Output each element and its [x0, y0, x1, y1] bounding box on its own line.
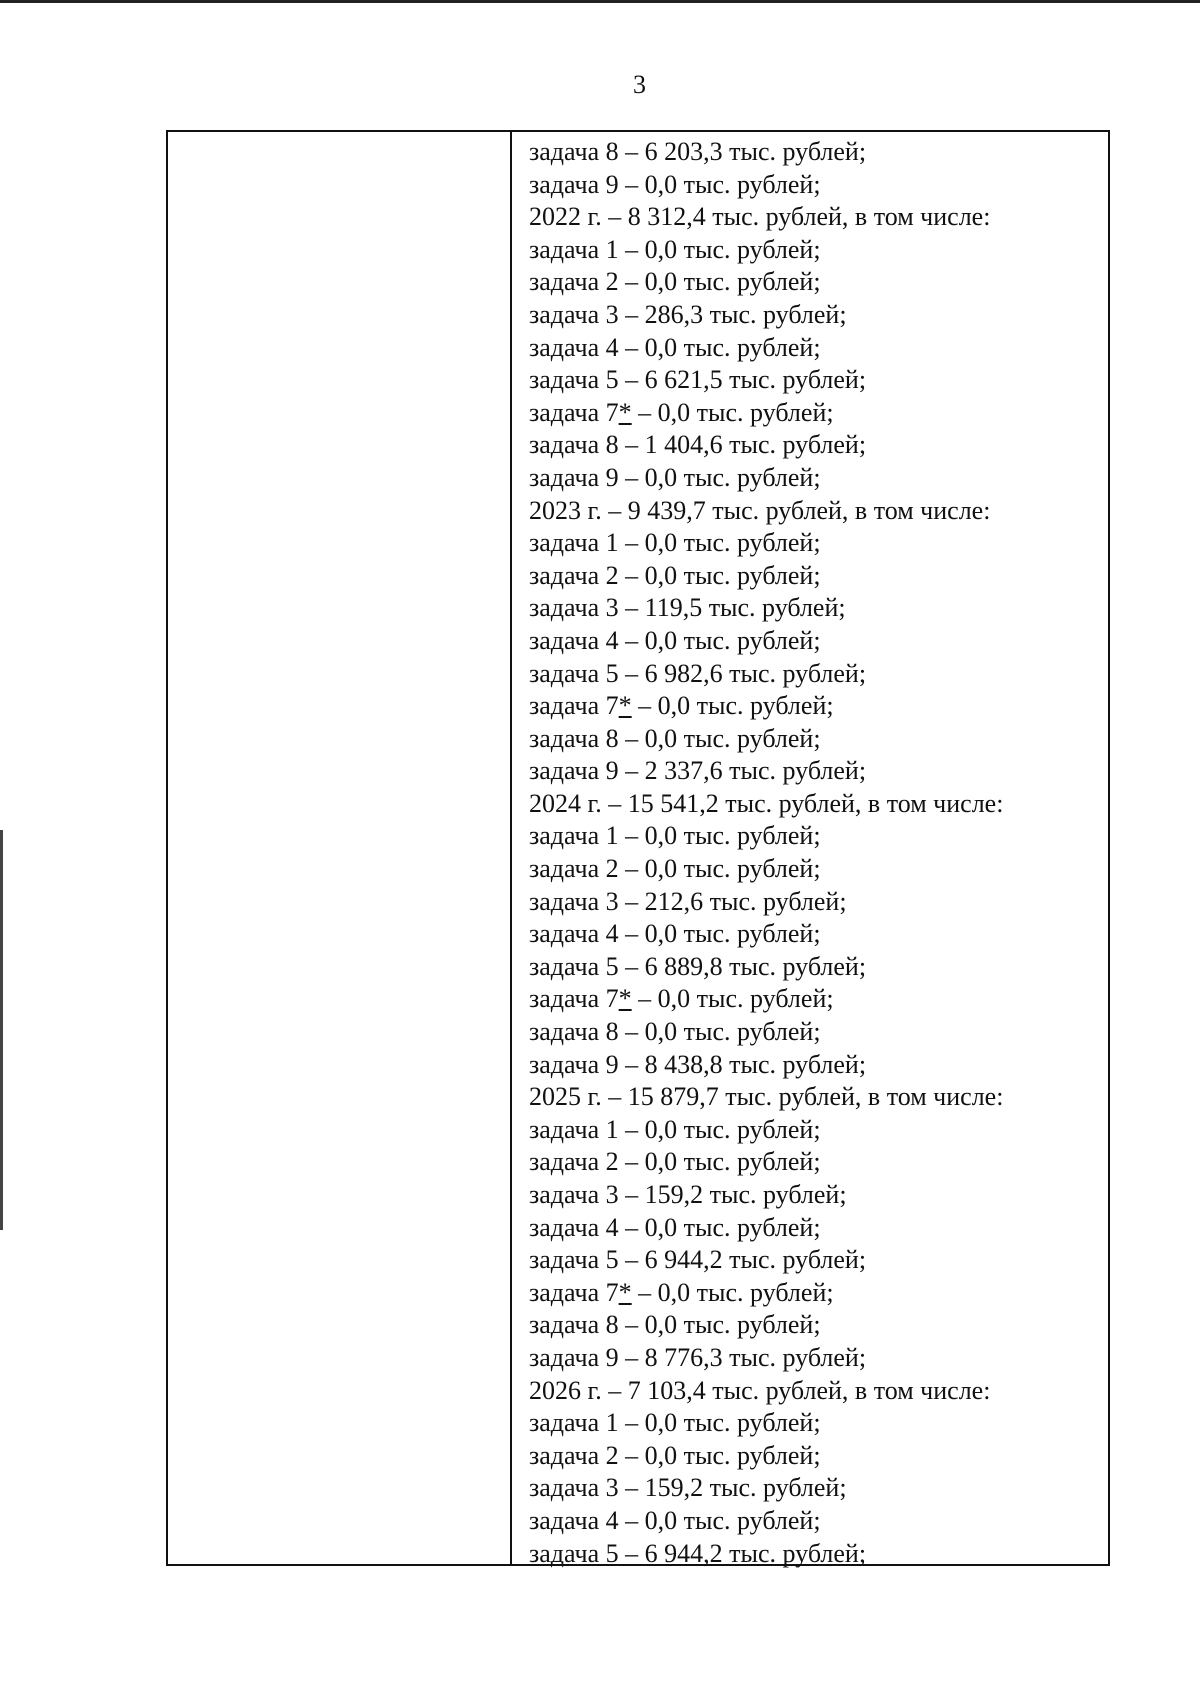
funding-line: задача 3 – 286,3 тыс. рублей; [529, 299, 847, 329]
funding-line [529, 690, 1108, 723]
funding-line: задача 4 – 0,0 тыс. рублей; [529, 332, 821, 362]
scan-left-edge [0, 830, 3, 1230]
funding-line-suffix: – 0,0 тыс. рублей; [631, 984, 834, 1014]
funding-line: задача 2 – 0,0 тыс. рублей; [529, 560, 821, 590]
funding-line: задача 8 – 0,0 тыс. рублей; [529, 723, 821, 753]
funding-line: 2022 г. – 8 312,4 тыс. рублей, в том числе: [529, 202, 991, 232]
funding-line: задача 8 – 0,0 тыс. рублей; [529, 1310, 821, 1340]
funding-line: задача 4 – 0,0 тыс. рублей; [529, 625, 821, 655]
funding-line: задача 1 – 0,0 тыс. рублей; [529, 528, 821, 558]
funding-line: задача 8 – 1 404,6 тыс. рублей; [529, 430, 867, 460]
funding-line: задача 8 – 6 203,3 тыс. рублей; [529, 137, 867, 166]
funding-line [529, 1277, 1108, 1310]
funding-line: задача 1 – 0,0 тыс. рублей; [529, 1408, 821, 1438]
funding-line: задача 1 – 0,0 тыс. рублей; [529, 821, 821, 851]
scan-top-edge [0, 0, 1200, 3]
funding-line: 2023 г. – 9 439,7 тыс. рублей, в том числе: [529, 495, 991, 525]
funding-line: задача 2 – 0,0 тыс. рублей; [529, 1440, 821, 1470]
funding-line: задача 3 – 119,5 тыс. рублей; [529, 593, 846, 623]
funding-line: задача 9 – 8 438,8 тыс. рублей; [529, 1049, 867, 1079]
funding-line: задача 5 – 6 982,6 тыс. рублей; [529, 658, 867, 688]
page-number: 3 [633, 70, 646, 99]
funding-line: 2025 г. – 15 879,7 тыс. рублей, в том числе: [529, 1082, 1004, 1112]
funding-line: задача 1 – 0,0 тыс. рублей; [529, 234, 821, 264]
funding-line: задача 2 – 0,0 тыс. рублей; [529, 854, 821, 884]
funding-line: задача 3 – 159,2 тыс. рублей; [529, 1473, 847, 1503]
funding-line-prefix: задача 7 [529, 1277, 619, 1307]
funding-line-prefix: задача 7 [529, 397, 619, 427]
funding-line: задача 1 – 0,0 тыс. рублей; [529, 1114, 821, 1144]
funding-line: задача 9 – 0,0 тыс. рублей; [529, 169, 821, 199]
funding-line: задача 3 – 159,2 тыс. рублей; [529, 1180, 847, 1209]
table-left-column [168, 132, 512, 1564]
footnote-asterisk: * [618, 397, 632, 427]
funding-line: задача 5 – 6 944,2 тыс. рублей; [529, 1538, 867, 1568]
funding-line: задача 3 – 212,6 тыс. рублей; [529, 886, 847, 916]
footnote-asterisk: * [618, 984, 632, 1014]
funding-line-suffix: – 0,0 тыс. рублей; [631, 1277, 834, 1307]
footnote-asterisk: * [618, 1277, 632, 1307]
funding-line: 2024 г. – 15 541,2 тыс. рублей, в том числе: [529, 788, 1004, 818]
funding-line-prefix: задача 7 [529, 691, 619, 721]
funding-line: задача 2 – 0,0 тыс. рублей; [529, 267, 821, 297]
funding-line [529, 983, 1108, 1016]
funding-line: задача 5 – 6 889,8 тыс. рублей; [529, 951, 867, 981]
table-right-column [512, 132, 1108, 1568]
funding-line: задача 9 – 8 776,3 тыс. рублей; [529, 1342, 867, 1372]
funding-line-suffix: – 0,0 тыс. рублей; [631, 691, 834, 721]
funding-line: задача 8 – 0,0 тыс. рублей; [529, 1017, 821, 1047]
funding-line: задача 5 – 6 621,5 тыс. рублей; [529, 365, 867, 395]
funding-line [529, 397, 1108, 430]
funding-line-prefix: задача 7 [529, 984, 619, 1014]
footnote-asterisk: * [618, 691, 632, 721]
funding-line: задача 2 – 0,0 тыс. рублей; [529, 1147, 821, 1177]
funding-line: задача 5 – 6 944,2 тыс. рублей; [529, 1245, 867, 1275]
funding-line: задача 9 – 2 337,6 тыс. рублей; [529, 756, 867, 786]
funding-line-suffix: – 0,0 тыс. рублей; [631, 397, 834, 427]
funding-line: 2026 г. – 7 103,4 тыс. рублей, в том числе: [529, 1375, 991, 1405]
funding-line: задача 9 – 0,0 тыс. рублей; [529, 462, 821, 492]
funding-line: задача 4 – 0,0 тыс. рублей; [529, 1505, 821, 1535]
funding-table [166, 130, 1110, 1566]
funding-line: задача 4 – 0,0 тыс. рублей; [529, 1212, 821, 1242]
funding-line: задача 4 – 0,0 тыс. рублей; [529, 919, 821, 949]
